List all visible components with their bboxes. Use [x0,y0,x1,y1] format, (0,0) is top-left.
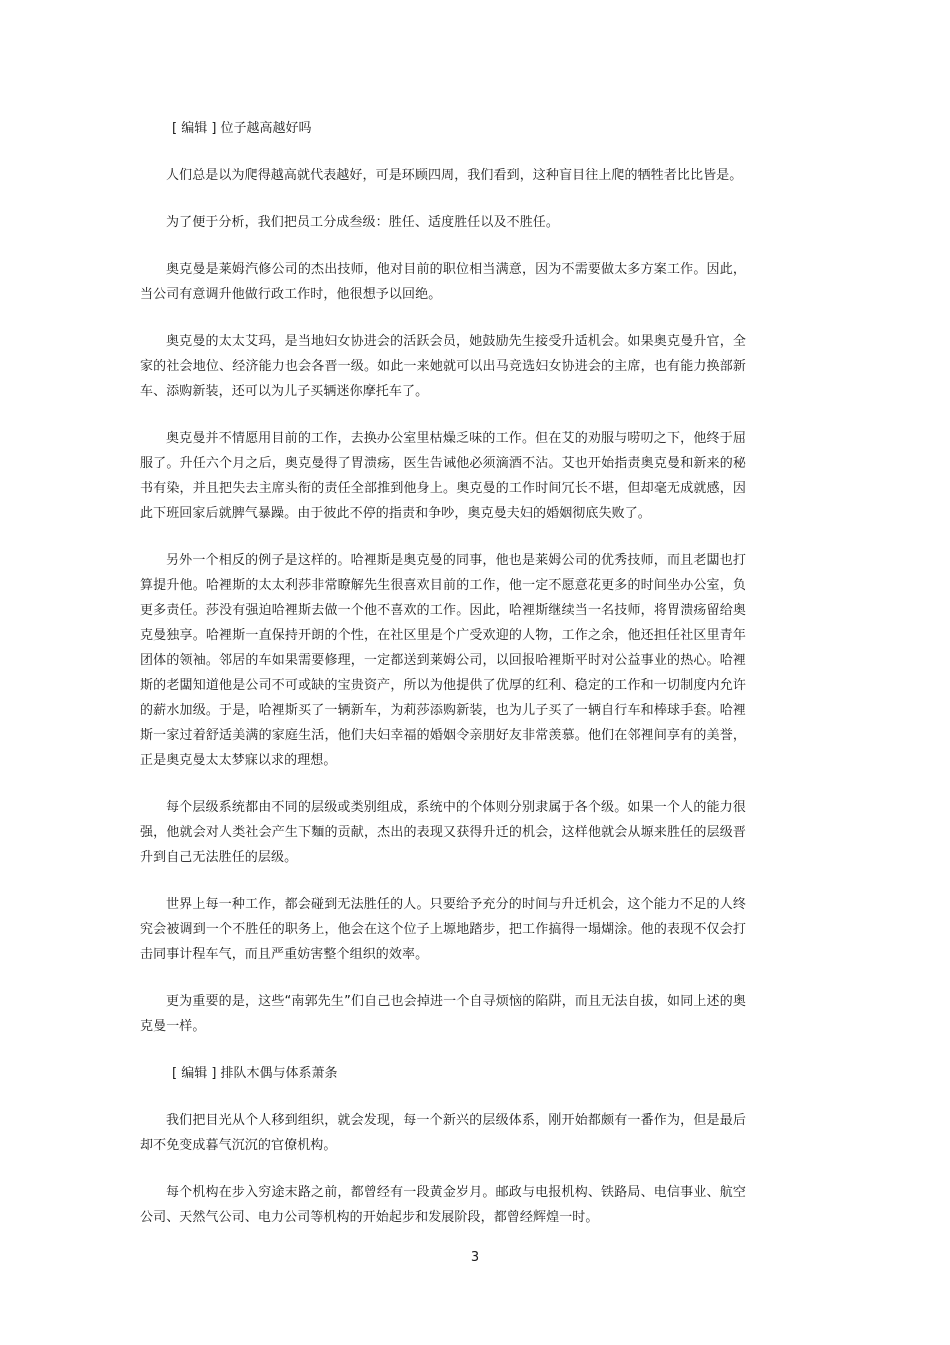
paragraph: 世界上每一种工作，都会碰到无法胜任的人。只要给予充分的时间与升迁机会，这个能力不足的人终究会被调到一个不胜任的职务上，他会在这个位子上塬地踏步，把工作搞得一塌煳涂。他的表现不仅会打击同事计程车气，而且严重妨害整个组织的效率。 [140,897,746,962]
paragraph: 每个层级系统都由不同的层级或类别组成，系统中的个体则分别隶属于各个级。如果一个人的能力很强，他就会对人类社会产生下麵的贡献，杰出的表现又获得升迁的机会，这样他就会从塬来胜任的层级晋升到自己无法胜任的层级。 [140,800,746,865]
page-number: 3 [470,1250,480,1265]
paragraph: 奥克曼是莱姆汽修公司的杰出技师，他对目前的职位相当满意，因为不需要做太多方案工作。因此，当公司有意调升他做行政工作时，他很想予以回绝。 [140,262,746,302]
section-heading: [ 编辑 ] 位子越高越好吗 [172,121,312,136]
paragraph: 为了便于分析，我们把员工分成叁级：胜任、适度胜任以及不胜任。 [166,215,560,230]
paragraph: 每个机构在步入穷途末路之前，都曾经有一段黄金岁月。邮政与电报机构、铁路局、电信事业、航空公司、天然气公司、电力公司等机构的开始起步和发展阶段，都曾经辉煌一时。 [140,1185,746,1225]
paragraph: 奥克曼的太太艾玛，是当地妇女协进会的活跃会员，她鼓励先生接受升适机会。如果奥克曼升官，全家的社会地位、经济能力也会各晋一级。如此一来她就可以出马竞选妇女协进会的主席，也有能力换部新车、添购新装，还可以为儿子买辆迷你摩托车了。 [140,334,746,399]
section-heading: [ 编辑 ] 排队木偶与体系萧条 [172,1066,338,1081]
paragraph: 人们总是以为爬得越高就代表越好，可是环顾四周，我们看到，这种盲目往上爬的牺牲者比比皆是。 [166,168,743,183]
paragraph: 我们把目光从个人移到组织，就会发现，每一个新兴的层级体系，刚开始都颇有一番作为，但是最后却不免变成暮气沉沉的官僚机构。 [140,1113,746,1153]
paragraph: 另外一个相反的例子是这样的。哈裡斯是奥克曼的同事，他也是莱姆公司的优秀技师，而且老闆也打算提升他。哈裡斯的太太利莎非常瞭解先生很喜欢目前的工作，他一定不愿意花更多的时间坐办公室，负更多责任。莎没有强迫哈裡斯去做一个他不喜欢的工作。因此，哈裡斯继续当一名技师，将胃溃疡留给奥克曼独享。哈裡斯一直保持开朗的个性，在社区里是个广受欢迎的人物，工作之余，他还担任社区里青年团体的领袖。邻居的车如果需要修理，一定都送到莱姆公司，以回报哈裡斯平时对公益事业的热心。哈裡斯的老闆知道他是公司不可或缺的宝贵资产，所以为他提供了优厚的红利、稳定的工作和一切制度内允许的薪水加级。于是，哈裡斯买了一辆新车，为莉莎添购新装，也为儿子买了一辆自行车和棒球手套。哈裡斯一家过着舒适美满的家庭生活，他们夫妇幸福的婚姻令亲朋好友非常羡慕。他们在邻裡间享有的美誉，正是奥克曼太太梦寐以求的理想。 [140,553,746,768]
paragraph: 更为重要的是，这些“南郭先生”们自己也会掉进一个自寻烦恼的陷阱，而且无法自拔，如同上述的奥克曼一样。 [140,994,746,1034]
document-body [140,116,746,1252]
paragraph: 奥克曼并不情愿用目前的工作，去换办公室里枯燥乏味的工作。但在艾的劝服与唠叨之下，他终于屈服了。升任六个月之后，奥克曼得了胃溃疡，医生告诫他必须滴酒不沾。艾也开始指责奥克曼和新来的秘书有染，并且把失去主席头衔的责任全部推到他身上。奥克曼的工作时间冗长不堪，但却毫无成就感，因此下班回家后就脾气暴躁。由于彼此不停的指责和争吵，奥克曼夫妇的婚姻彻底失败了。 [140,431,746,521]
